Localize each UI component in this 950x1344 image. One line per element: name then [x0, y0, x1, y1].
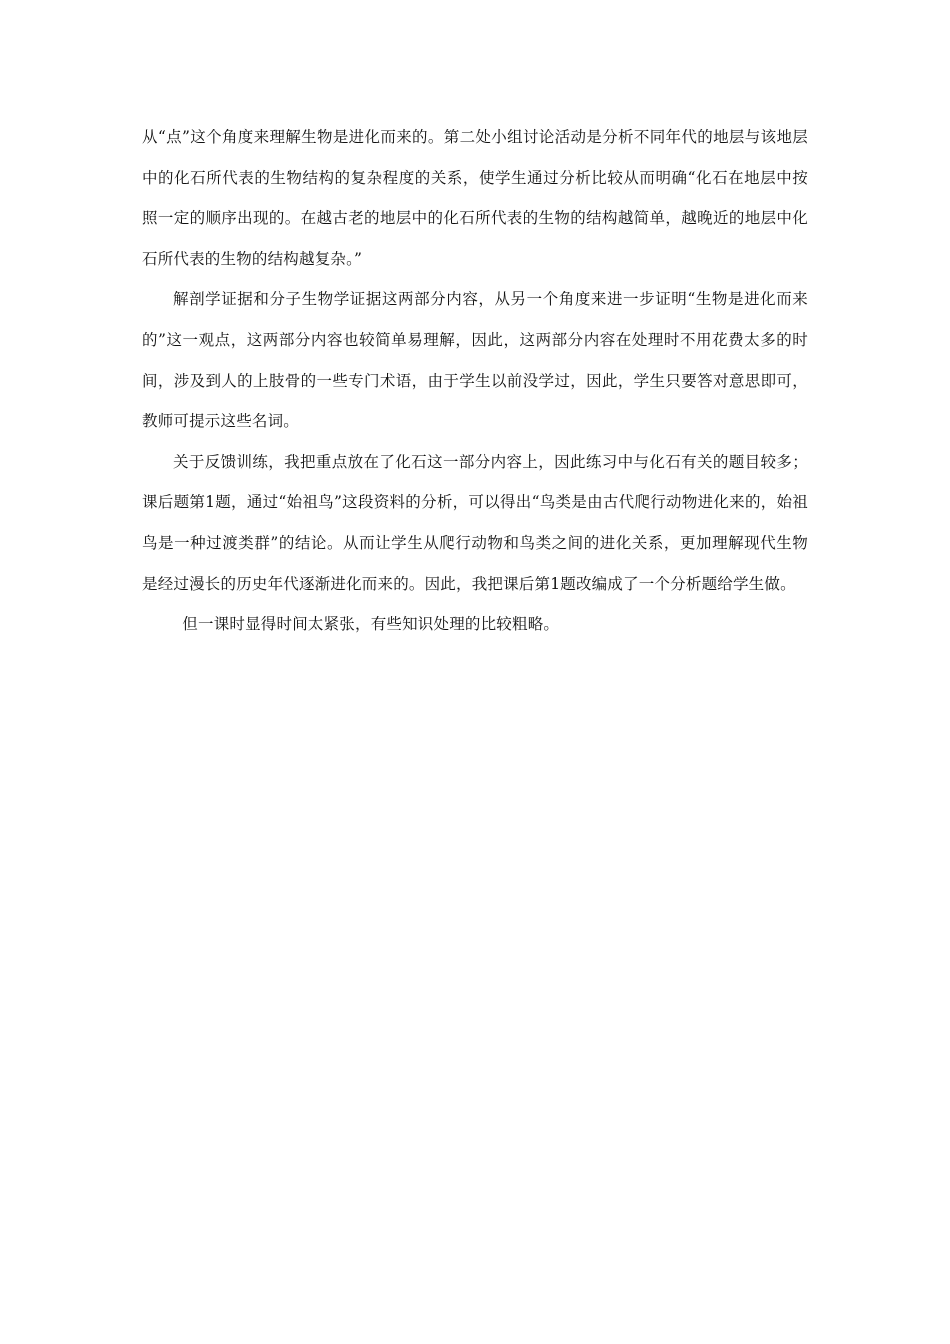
- paragraph-3: 关于反馈训练，我把重点放在了化石这一部分内容上，因此练习中与化石有关的题目较多；课后题第1题，通过“始祖鸟”这段资料的分析，可以得出“鸟类是由古代爬行动物进化来的，始祖鸟是一种过渡类群”的结论。从而让学生从爬行动物和鸟类之间的进化关系，更加理解现代生物是经过漫长的历史年代逐渐进化而来的。因此，我把课后第1题改编成了一个分析题给学生做。: [142, 452, 808, 593]
- paragraph-1: 从“点”这个角度来理解生物是进化而来的。第二处小组讨论活动是分析不同年代的地层与该地层中的化石所代表的生物结构的复杂程度的关系，使学生通过分析比较从而明确“化石在地层中按照一定的顺序出现的。在越古老的地层中的化石所代表的生物的结构越简单，越晚近的地层中化石所代表的生物的结构越复杂。”: [142, 128, 808, 268]
- paragraph-4: 但一课时显得时间太紧张，有些知识处理的比较粗略。: [182, 615, 560, 634]
- paragraph-2: 解剖学证据和分子生物学证据这两部分内容，从另一个角度来进一步证明“生物是进化而来的”这一观点，这两部分内容也较简单易理解，因此，这两部分内容在处理时不用花费太多的时间，涉及到人的上肢骨的一些专门术语，由于学生以前没学过，因此，学生只要答对意思即可，教师可提示这些名词。: [142, 290, 808, 431]
- document-body: [142, 117, 808, 645]
